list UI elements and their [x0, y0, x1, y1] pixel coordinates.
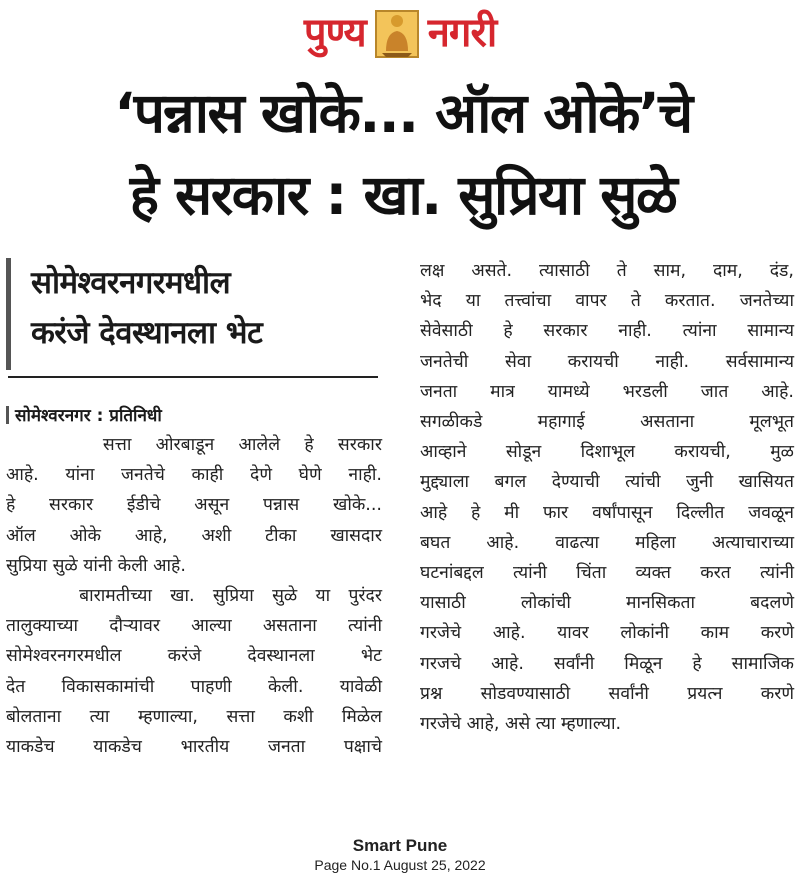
- subheading: [6, 258, 378, 370]
- text-line: यासाठी लोकांची मानसिकता बदलणे: [420, 593, 794, 614]
- text-line: भेद या तत्त्वांचा वापर ते करतात. जनतेच्या: [420, 291, 794, 312]
- text-line: आहे हे मी फार वर्षांपासून दिल्लीत जवळून: [420, 502, 794, 523]
- divider-rule: [8, 376, 378, 378]
- headline: [8, 72, 798, 236]
- masthead-left-word: पुण्य: [303, 10, 366, 56]
- text-line: सेवेसाठी हे सरकार नाही. त्यांना सामान्य: [420, 321, 794, 342]
- text-line: जनता मात्र यामध्ये भरडली जात आहे.: [420, 381, 794, 402]
- text-line: सुप्रिया सुळे यांनी केली आहे.: [6, 555, 186, 576]
- text-line: जनतेची सेवा करायची नाही. सर्वसामान्य: [420, 351, 794, 372]
- subheading-line-1: सोमेश्वरनगरमधील: [31, 265, 231, 301]
- subheading-line-2: करंजे देवस्थानला भेट: [31, 315, 263, 351]
- text-line: सगळीकडे महागाई असताना मूलभूत: [420, 412, 794, 433]
- text-line: देत विकासकामांची पाहणी केली. यावेळी: [6, 676, 382, 697]
- text-line: ऑल ओके आहे, अशी टीका खासदार: [6, 525, 382, 546]
- byline: [6, 404, 378, 428]
- publication-name: Smart Pune: [352, 836, 448, 855]
- text-line: आहे. यांना जनतेचे काही देणे घेणे नाही.: [6, 465, 382, 486]
- text-line: गरजेचे आहे. यावर लोकांनी काम करणे: [420, 623, 794, 644]
- text-line: तालुक्याच्या दौऱ्यावर आल्या असताना त्यांनी: [6, 616, 382, 637]
- text-line: बारामतीच्या खा. सुप्रिया सुळे या पुरंदर: [6, 586, 382, 607]
- text-line: आव्हाने सोडून दिशाभूल करायची, मुळ: [420, 442, 794, 463]
- paragraph: [420, 256, 794, 739]
- text-line: सत्ता ओरबाडून आलेले हे सरकार: [6, 435, 382, 455]
- text-line: बोलताना त्या म्हणाल्या, सत्ता कशी मिळेल: [6, 706, 382, 727]
- byline-marker: [6, 406, 9, 424]
- paragraph: [6, 430, 382, 762]
- masthead-right-word: नगरी: [427, 10, 497, 56]
- text-line: हे सरकार ईडीचे असून पन्नास खोके...: [6, 495, 382, 516]
- text-line: प्रश्न सोडवण्यासाठी सर्वांनी प्रयत्न करणे: [420, 683, 794, 704]
- page-date: Page No.1 August 25, 2022: [314, 857, 486, 873]
- text-line: याकडेच याकडेच भारतीय जनता पक्षाचे: [6, 737, 382, 758]
- text-line: मुद्द्याला बगल देण्याची त्यांची जुनी खासियत: [420, 472, 794, 493]
- article-column-left: [6, 430, 382, 762]
- text-line: गरजचे आहे. सर्वांनी मिळून हे सामाजिक: [420, 653, 794, 674]
- article-column-right: [420, 256, 794, 739]
- byline-text: सोमेश्वरनगर : प्रतिनिधी: [15, 406, 162, 426]
- masthead: [0, 2, 800, 64]
- headline-line-2: हे सरकार : खा. सुप्रिया सुळे: [129, 163, 677, 227]
- deity-seated-icon: [372, 5, 422, 61]
- text-line: बघत आहे. वाढत्या महिला अत्याचाराच्या: [420, 532, 794, 553]
- text-line: लक्ष असते. त्यासाठी ते साम, दाम, दंड,: [420, 261, 794, 281]
- headline-line-1: ‘पन्नास खोके... ऑल ओके’चे: [114, 81, 692, 145]
- text-line: घटनांबद्दल त्यांनी चिंता व्यक्त करत त्यांनी: [420, 563, 794, 584]
- text-line: गरजेचे आहे, असे त्या म्हणाल्या.: [420, 714, 622, 735]
- text-line: सोमेश्वरनगरमधील करंजे देवस्थानला भेट: [6, 646, 382, 667]
